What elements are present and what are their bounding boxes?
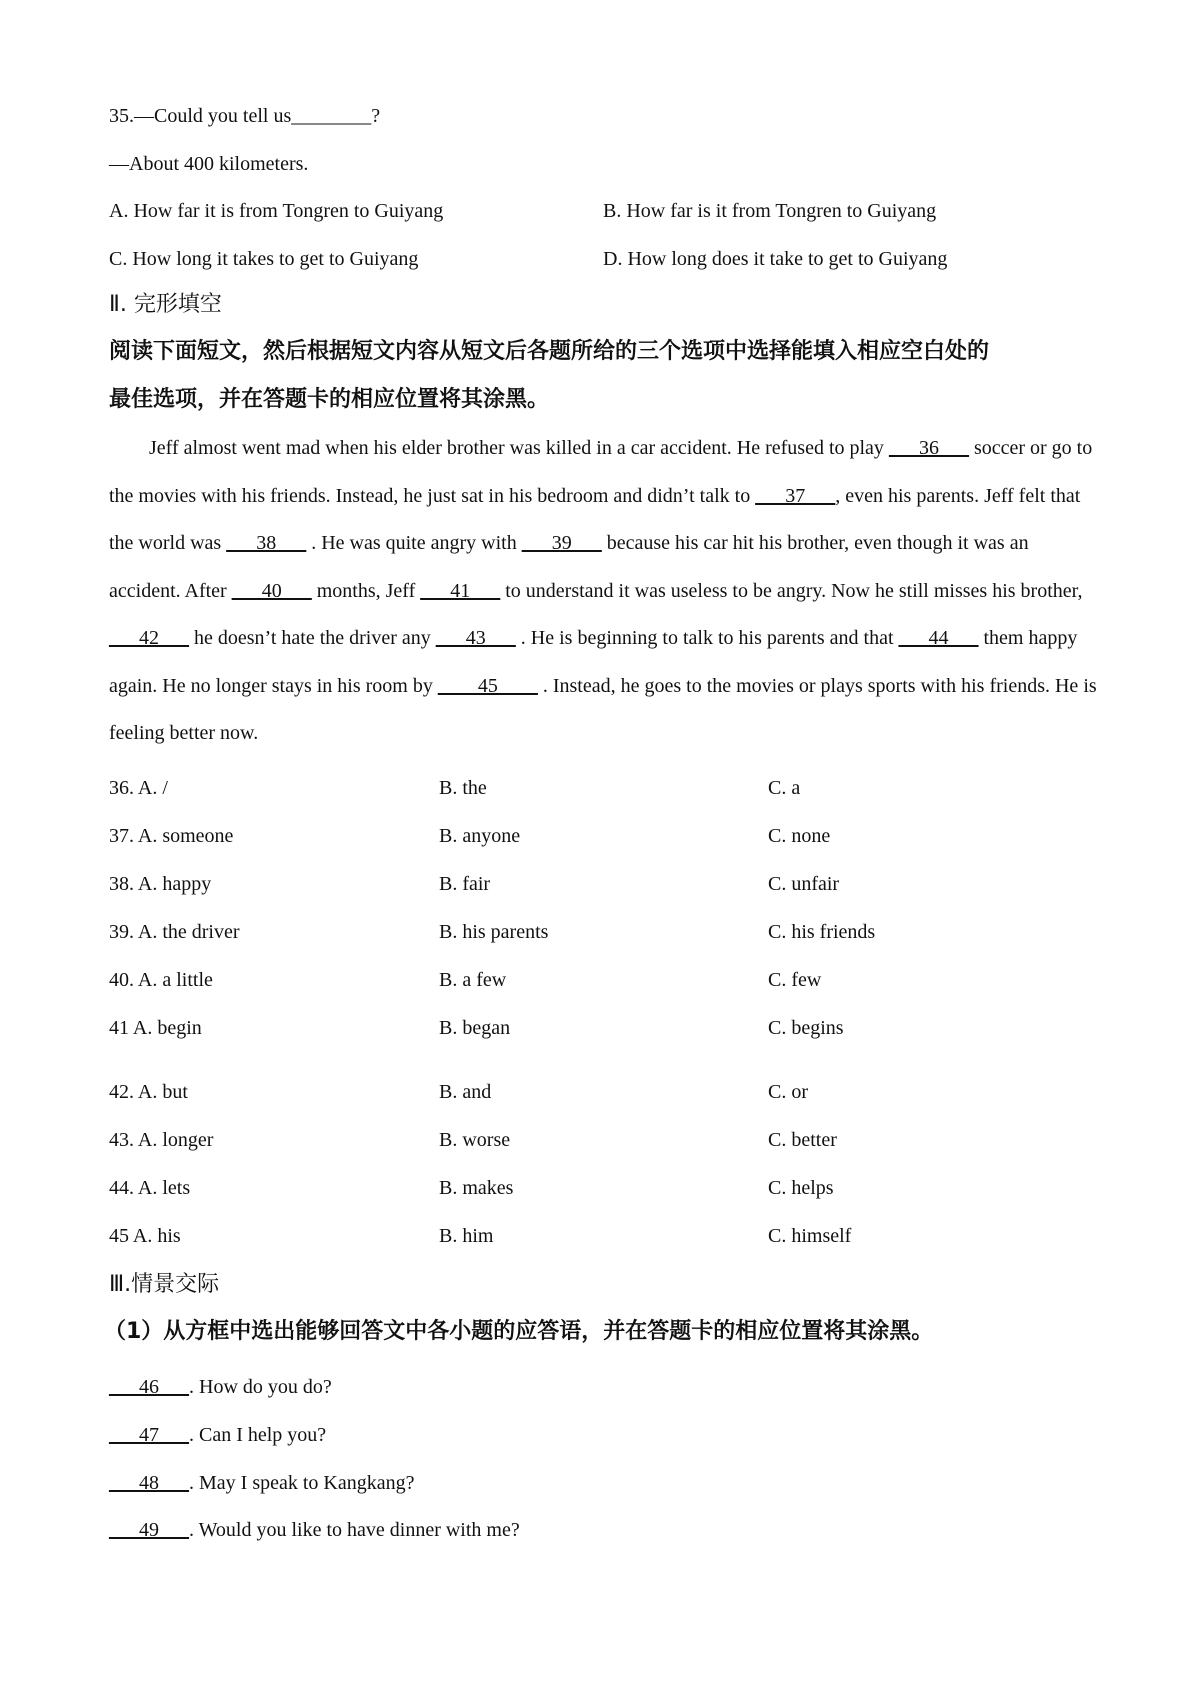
cloze-option-b: B. began <box>439 1017 511 1039</box>
cloze-option-c: C. helps <box>768 1177 834 1199</box>
dialogue-text: . How do you do? <box>189 1376 332 1398</box>
section-2-instruction-line-1: 阅读下面短文，然后根据短文内容从短文后各题所给的三个选项中选择能填入相应空白处的 <box>109 339 990 364</box>
cloze-blank: ___39___ <box>521 532 602 554</box>
passage-text: . He was quite angry with <box>306 532 522 554</box>
cloze-blank: ___37___ <box>755 484 836 507</box>
dialogue-item <box>109 1375 332 1399</box>
dialogue-text: . Can I help you? <box>189 1424 327 1446</box>
passage-text: them happy again. He no longer stays in his room by <box>109 627 1078 697</box>
cloze-option-b: B. the <box>439 777 487 799</box>
cloze-option-a: 39. A. the driver <box>109 921 240 943</box>
dialogue-blank: ___48___ <box>109 1472 189 1494</box>
question-35-option-a: A. How far it is from Tongren to Guiyang <box>109 200 444 222</box>
section-3-instruction: （1）从方框中选出能够回答文中各小题的应答语，并在答题卡的相应位置将其涂黑。 <box>104 1319 934 1344</box>
dialogue-blank: ___47___ <box>109 1424 189 1446</box>
cloze-option-a: 40. A. a little <box>109 969 213 991</box>
cloze-option-a: 37. A. someone <box>109 825 234 847</box>
cloze-option-c: C. begins <box>768 1017 844 1039</box>
cloze-option-c: C. none <box>768 825 831 847</box>
cloze-option-c: C. or <box>768 1081 808 1103</box>
passage-text: soccer or go to the movies with his friends. Instead, he just sat in his bedroom and didn’t talk to <box>109 437 1093 507</box>
cloze-passage <box>109 425 1099 758</box>
dialogue-text: . May I speak to Kangkang? <box>189 1472 415 1494</box>
cloze-blank: ___43___ <box>435 627 516 649</box>
dialogue-item <box>109 1423 326 1447</box>
cloze-option-c: C. better <box>768 1129 837 1151</box>
dialogue-item <box>109 1471 415 1495</box>
cloze-option-b: B. a few <box>439 969 507 991</box>
passage-text: , even his parents. Jeff felt that the world was <box>109 484 1081 554</box>
dialogue-blank: ___49___ <box>109 1519 189 1541</box>
passage-text: because his car hit his brother, even though it was an accident. After <box>109 532 1029 602</box>
section-3-title: Ⅲ.情景交际 <box>109 1272 220 1297</box>
cloze-blank: ___40___ <box>231 579 312 602</box>
passage-text: . He is beginning to talk to his parents and that <box>515 627 899 649</box>
dialogue-text: . Would you like to have dinner with me? <box>189 1519 520 1541</box>
cloze-option-a: 43. A. longer <box>109 1129 214 1151</box>
cloze-option-c: C. his friends <box>768 921 876 943</box>
cloze-option-c: C. a <box>768 777 801 799</box>
cloze-option-a: 45 A. his <box>109 1225 181 1247</box>
passage-text: he doesn’t hate the driver any <box>189 627 436 649</box>
cloze-blank: ___36___ <box>888 437 969 459</box>
passage-text: . Instead, he goes to the movies or plays sports with his friends. He is feeling better now. <box>109 674 1097 744</box>
dialogue-blank: ___46___ <box>109 1376 189 1398</box>
passage-text: months, Jeff <box>311 579 421 602</box>
cloze-option-a: 44. A. lets <box>109 1177 191 1199</box>
passage-text: Jeff almost went mad when his elder brother was killed in a car accident. He refused to play <box>149 437 889 459</box>
cloze-option-b: B. anyone <box>439 825 521 847</box>
cloze-blank: ___41___ <box>420 579 501 602</box>
cloze-blank: ___38___ <box>226 532 307 554</box>
cloze-option-c: C. unfair <box>768 873 840 895</box>
cloze-option-a: 41 A. begin <box>109 1017 202 1039</box>
question-35-option-d: D. How long does it take to get to Guiyang <box>603 248 948 270</box>
question-35-option-b: B. How far is it from Tongren to Guiyang <box>603 200 937 222</box>
question-35-answer-line: —About 400 kilometers. <box>109 153 309 175</box>
cloze-blank: ___42___ <box>109 627 189 649</box>
cloze-option-b: B. his parents <box>439 921 549 943</box>
question-35-option-c: C. How long it takes to get to Guiyang <box>109 248 419 270</box>
section-2-title: Ⅱ. 完形填空 <box>109 292 222 317</box>
section-2-instruction-line-2: 最佳选项，并在答题卡的相应位置将其涂黑。 <box>109 387 550 412</box>
cloze-option-c: C. himself <box>768 1225 852 1247</box>
cloze-option-b: B. makes <box>439 1177 514 1199</box>
question-35-stem: 35.—Could you tell us________? <box>109 105 381 127</box>
cloze-blank: ___44___ <box>898 627 979 649</box>
cloze-option-c: C. few <box>768 969 822 991</box>
cloze-option-a: 36. A. / <box>109 777 168 799</box>
passage-text: to understand it was useless to be angry. Now he still misses his brother, <box>500 579 1083 602</box>
cloze-option-b: B. worse <box>439 1129 511 1151</box>
cloze-option-a: 42. A. but <box>109 1081 188 1103</box>
cloze-option-b: B. and <box>439 1081 492 1103</box>
dialogue-item <box>109 1518 520 1542</box>
cloze-option-a: 38. A. happy <box>109 873 212 895</box>
cloze-option-b: B. him <box>439 1225 494 1247</box>
cloze-option-b: B. fair <box>439 873 491 895</box>
cloze-blank: ____45____ <box>437 674 538 697</box>
